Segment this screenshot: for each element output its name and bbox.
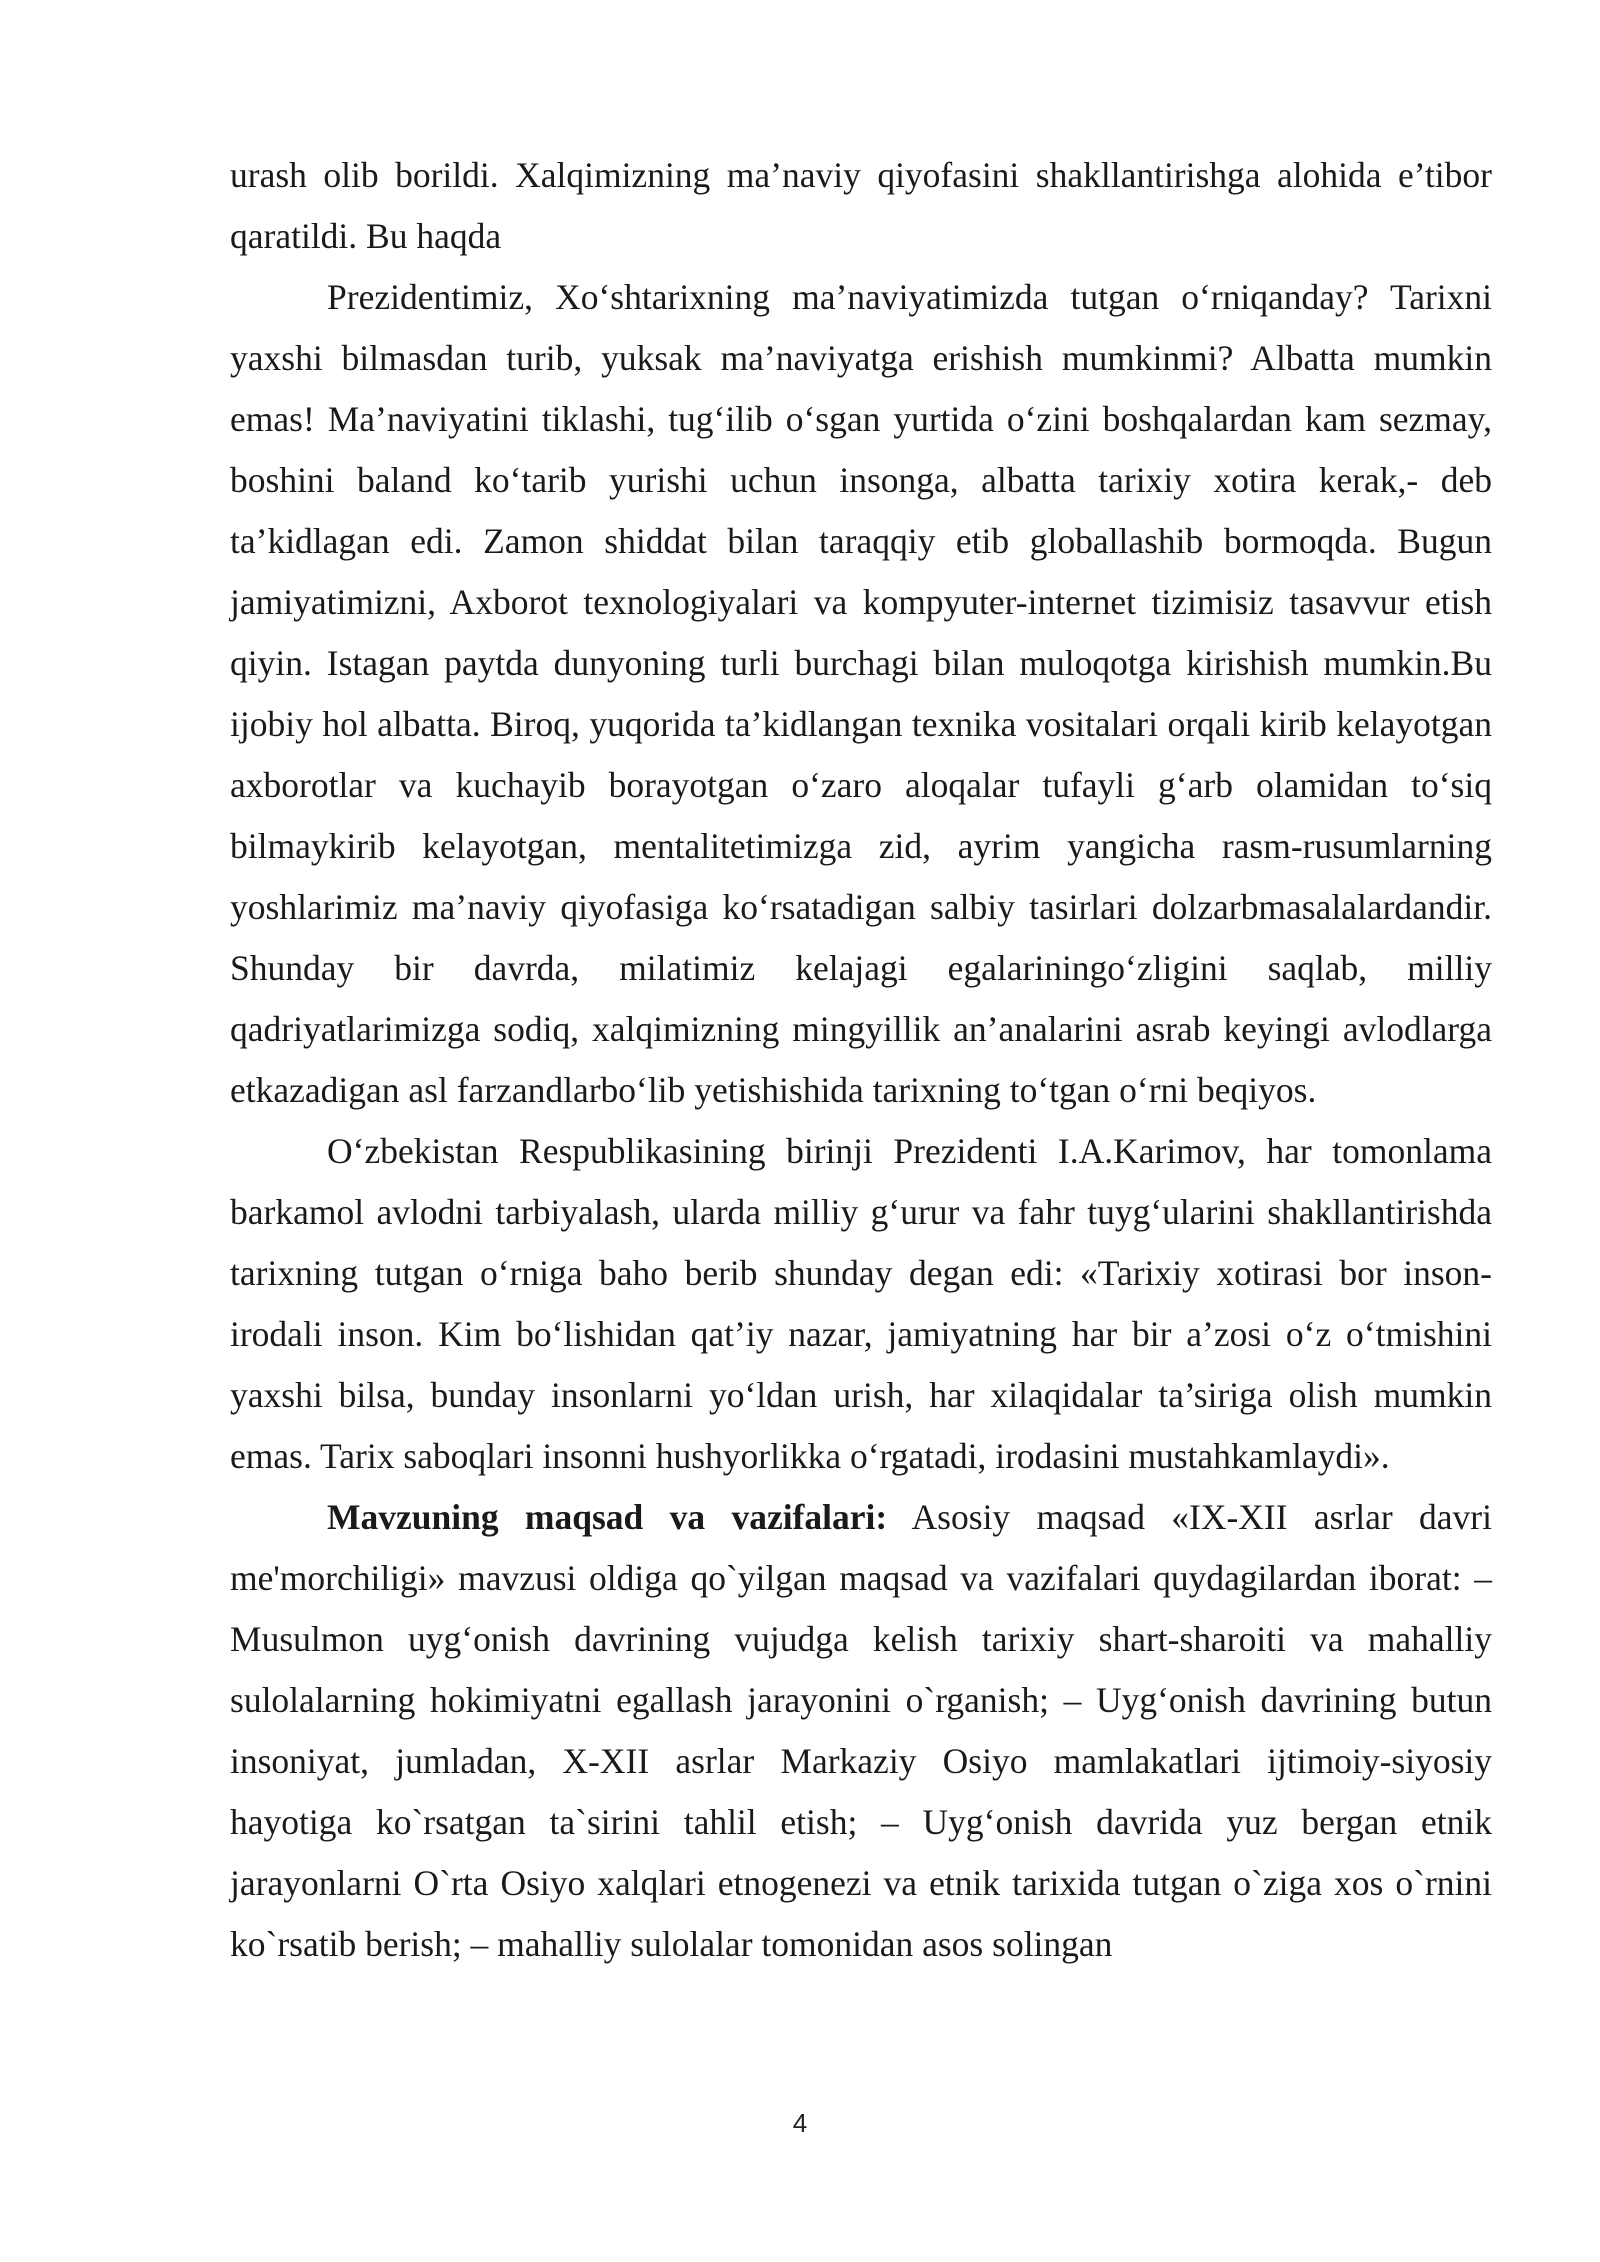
paragraph-3: O‘zbekistan Respublikasining birinji Prezidenti I.A.Karimov, har tomonlama barkamol avlodni tarbiyalash, ularda milliy g‘urur va fahr tuyg‘ularini shakllantirishda tarixning tutgan o‘rniga baho berib shunday degan edi: «Tarixiy xotirasi bor inson-irodali inson. Kim bo‘lishidan qat’iy nazar, jamiyatning har bir a’zosi o‘z o‘tmishini yaxshi bilsa, bunday insonlarni yo‘ldan urish, har xilaqidalar ta’siriga olish mumkin emas. Tarix saboqlari insonni hushyorlikka o‘rgatadi, irodasini mustahkamlaydi». <box>230 1131 1492 1476</box>
paragraph-2: Prezidentimiz, Xo‘shtarixning ma’naviyatimizda tutgan o‘rniqanday? Tarixni yaxshi bilmasdan turib, yuksak ma’naviyatga erishish mumkinmi? Albatta mumkin emas! Ma’naviyatini tiklashi, tug‘ilib o‘sgan yurtida o‘zini boshqalardan kam sezmay, boshini baland ko‘tarib yurishi uchun insonga, albatta tarixiy xotira kerak,- deb ta’kidlagan edi. Zamon shiddat bilan taraqqiy etib globallashib bormoqda. Bugun jamiyatimizni, Axborot texnologiyalari va kompyuter-internet tizimisiz tasavvur etish qiyin. Istagan paytda dunyoning turli burchagi bilan muloqotga kirishish mumkin.Bu ijobiy hol albatta. Biroq, yuqorida ta’kidlangan texnika vositalari orqali kirib kelayotgan axborotlar va kuchayib borayotgan o‘zaro aloqalar tufayli g‘arb olamidan to‘siq bilmaykirib kelayotgan, mentalitetimizga zid, ayrim yangicha rasm-rusumlarning yoshlarimiz ma’naviy qiyofasiga ko‘rsatadigan salbiy tasirlari dolzarbmasalalardandir. Shunday bir davrda, milatimiz kelajagi egalariningo‘zligini saqlab, milliy qadriyatlarimizga sodiq, xalqimizning mingyillik an’analarini asrab keyingi avlodlarga etkazadigan asl farzandlarbo‘lib yetishishida tarixning to‘tgan o‘rni beqiyos. <box>230 277 1492 1110</box>
document-page <box>230 145 1492 1975</box>
paragraph-4-body: Asosiy maqsad «IX-XII asrlar davri me'morchiligi» mavzusi oldiga qo`yilgan maqsad va vazifalari quydagilardan iborat: – Musulmon uyg‘onish davrining vujudga kelish tarixiy shart-sharoiti va mahalliy sulolalarning hokimiyatni egallash jarayonini o`rganish; – Uyg‘onish davrining butun insoniyat, jumladan, X-XII asrlar Markaziy Osiyo mamlakatlari ijtimoiy-siyosiy hayotiga ko`rsatgan ta`sirini tahlil etish; – Uyg‘onish davrida yuz bergan etnik jarayonlarni O`rta Osiyo xalqlari etnogenezi va etnik tarixida tutgan o`ziga xos o`rnini ko`rsatib berish; – mahalliy sulolalar tomonidan asos solingan <box>230 1497 1492 1964</box>
paragraph-1: urash olib borildi. Xalqimizning ma’naviy qiyofasini shakllantirishga alohida e’tibor qaratildi. Bu haqda <box>230 155 1492 256</box>
section-heading-inline: Mavzuning maqsad va vazifalari: <box>327 1497 888 1537</box>
paragraph-4 <box>230 1487 1492 1975</box>
page-number: 4 <box>792 2108 808 2138</box>
